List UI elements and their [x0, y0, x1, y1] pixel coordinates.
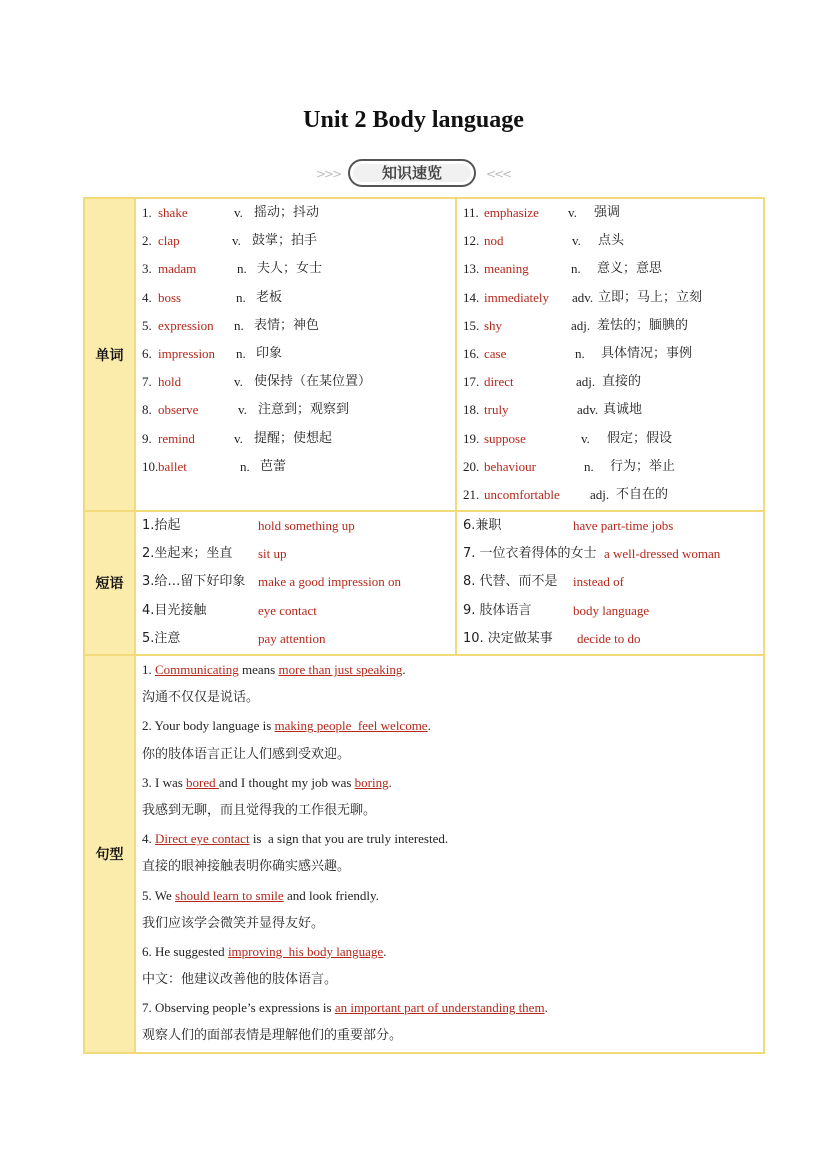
vocab-item [142, 284, 455, 312]
vocab-item [142, 255, 455, 283]
sentence-text: 5. We [142, 887, 176, 903]
vocab-item [142, 227, 455, 255]
vocab-meaning: 注意到；观察到 [258, 402, 350, 418]
sentence-translation: 我感到无聊，而且觉得我的工作很无聊。 [142, 802, 377, 818]
sentence-translation: 中文：他建议改善他的肢体语言。 [142, 972, 338, 988]
vocab-pos: n. [584, 458, 594, 474]
vocab-meaning: 真诚地 [603, 402, 643, 418]
sentence-text: is a sign that you are truly interested. [249, 831, 449, 847]
sentence-text: . [388, 774, 392, 790]
sentence-english [142, 825, 763, 853]
vocab-item [463, 368, 763, 396]
sentence-answer: Direct eye contact [155, 831, 250, 847]
phrase-item [142, 512, 455, 540]
vocab-meaning: 点头 [598, 233, 625, 249]
phrase-item [142, 597, 455, 625]
vocab-right-column [456, 198, 764, 511]
vocab-word: emphasize [484, 205, 539, 220]
phrase-item [463, 512, 763, 540]
vocab-number: 6. [142, 345, 152, 361]
vocab-number: 18. [463, 402, 480, 418]
vocab-word: meaning [484, 261, 529, 277]
vocab-number: 3. [142, 261, 152, 277]
vocab-pos: v. [234, 374, 243, 390]
phrase-left-column [135, 511, 456, 655]
phrase-english: sit up [258, 546, 287, 562]
vocab-item [142, 396, 455, 424]
vocab-pos: v. [572, 233, 581, 249]
knowledge-table [83, 197, 765, 1054]
vocab-pos: adv. [572, 289, 594, 305]
vocab-number: 20. [463, 458, 480, 474]
vocab-item [463, 199, 763, 227]
vocab-meaning: 假定；假设 [607, 430, 673, 446]
vocab-word: shake [158, 205, 188, 220]
vocab-pos: n. [237, 261, 247, 277]
vocab-number: 11. [463, 205, 479, 220]
vocab-item [463, 255, 763, 283]
vocab-number: 10. [142, 458, 159, 474]
sentence-translation: 你的肢体语言正让人们感到受欢迎。 [142, 746, 351, 762]
vocab-item [142, 312, 455, 340]
sentence-text: 4. [142, 831, 155, 847]
vocab-item [142, 199, 455, 227]
sentence-answer: bored [186, 774, 219, 790]
phrase-chinese: 8. 代替、而不是 [463, 574, 558, 590]
vocab-meaning: 芭蕾 [260, 458, 287, 474]
vocab-number: 19. [463, 430, 480, 446]
vocab-pos: n. [571, 261, 581, 277]
vocab-label: 单词 [84, 198, 135, 511]
sentence-text: . [383, 943, 387, 959]
banner-pill [348, 159, 476, 187]
phrase-chinese: 10. 决定做某事 [463, 630, 553, 646]
sentence-text: 2. Your body language is [142, 718, 275, 734]
sentence-text: . [402, 662, 406, 677]
vocab-meaning: 强调 [594, 205, 621, 220]
vocab-word: immediately [484, 289, 549, 305]
vocab-meaning: 表情；神色 [254, 317, 320, 333]
vocab-pos: v. [234, 205, 243, 220]
vocab-meaning: 夫人；女士 [257, 261, 323, 277]
vocab-word: truly [484, 402, 509, 418]
sentence-text: 6. He suggested [142, 943, 228, 959]
vocab-number: 9. [142, 430, 152, 446]
phrase-item [463, 597, 763, 625]
vocab-word: hold [158, 374, 182, 390]
sentence-translation: 沟通不仅仅是说话。 [142, 690, 260, 706]
left-arrows-icon: >>> [316, 167, 341, 181]
sentence-english [142, 712, 763, 740]
sentence-english [142, 994, 763, 1022]
vocab-item [142, 368, 455, 396]
phrase-item [142, 625, 455, 653]
phrase-chinese: 2.坐起来；坐直 [142, 546, 233, 562]
vocab-word: case [484, 345, 507, 361]
sentence-translation: 直接的眼神接触表明你确实感兴趣。 [142, 859, 351, 875]
phrase-chinese: 7. 一位衣着得体的女士 [463, 546, 597, 562]
sentence-text: and look friendly. [283, 887, 379, 903]
phrase-chinese: 6.兼职 [463, 518, 502, 533]
sentence-answer: making people feel welcome [274, 718, 428, 734]
vocab-number: 7. [142, 374, 152, 390]
sentence-text: . [427, 718, 431, 734]
vocab-left-column [135, 198, 456, 511]
vocab-word: madam [158, 261, 197, 277]
phrase-chinese: 5.注意 [142, 630, 181, 646]
vocab-pos: adv. [577, 402, 599, 418]
phrase-english: a well-dressed woman [604, 546, 721, 562]
sentence-english [142, 656, 763, 684]
phrase-item [463, 568, 763, 596]
vocab-word: shy [484, 317, 503, 333]
vocab-number: 12. [463, 233, 480, 249]
vocab-meaning: 羞怯的；腼腆的 [597, 317, 689, 333]
banner-label: 知识速览 [353, 164, 471, 182]
vocab-word: nod [484, 233, 504, 249]
vocab-item [463, 453, 763, 481]
vocab-meaning: 不自在的 [616, 486, 669, 502]
vocab-pos: n. [575, 345, 585, 361]
phrase-english: pay attention [258, 630, 326, 646]
section-banner [314, 157, 514, 193]
phrase-chinese: 9. 肢体语言 [463, 602, 532, 618]
sentence-text: and I thought my job was [218, 774, 355, 790]
vocab-item [142, 340, 455, 368]
vocab-pos: adj. [576, 374, 596, 390]
vocab-item [463, 312, 763, 340]
sentence-text: 7. Observing people’s expressions is [142, 1000, 335, 1016]
vocab-item [463, 227, 763, 255]
phrase-english: body language [573, 602, 650, 618]
sentence-english [142, 769, 763, 797]
vocab-pos: n. [236, 345, 246, 361]
vocab-word: observe [158, 402, 199, 418]
phrase-item [463, 625, 763, 653]
phrase-english: have part-time jobs [573, 518, 674, 533]
vocab-word: impression [158, 345, 216, 361]
vocab-item [142, 453, 455, 481]
vocab-item [463, 284, 763, 312]
vocab-meaning: 意义；意思 [597, 261, 663, 277]
sentence-answer: Communicating [155, 662, 239, 677]
vocab-item [463, 396, 763, 424]
vocab-word: uncomfortable [484, 486, 560, 502]
vocab-pos: n. [234, 317, 244, 333]
phrase-label: 短语 [84, 511, 135, 655]
phrase-right-column [456, 511, 764, 655]
sentence-answer: an important part of understanding them [334, 1000, 545, 1016]
phrase-item [142, 540, 455, 568]
vocab-number: 16. [463, 345, 480, 361]
vocab-word: clap [158, 233, 180, 249]
vocab-pos: v. [238, 402, 247, 418]
vocab-number: 8. [142, 402, 152, 418]
vocab-word: behaviour [484, 458, 536, 474]
phrase-chinese: 4.目光接触 [142, 602, 207, 618]
page-title: Unit 2 Body language [303, 107, 524, 133]
sentence-text: means [238, 662, 279, 677]
sentence-english [142, 938, 763, 966]
phrase-english: decide to do [577, 630, 641, 646]
vocab-word: expression [158, 317, 214, 333]
vocab-item [463, 481, 763, 509]
phrase-chinese: 3.给…留下好印象 [142, 574, 246, 590]
vocab-pos: n. [240, 458, 250, 474]
vocab-number: 2. [142, 233, 152, 249]
vocab-pos: v. [568, 205, 577, 220]
vocab-item [463, 425, 763, 453]
vocab-meaning: 具体情况；事例 [601, 345, 693, 361]
sentence-text: . [544, 1000, 548, 1016]
phrase-english: instead of [573, 574, 624, 590]
vocab-meaning: 提醒；使想起 [254, 430, 333, 446]
vocab-meaning: 摇动；抖动 [254, 205, 320, 220]
sentence-text: 3. I was [142, 774, 187, 790]
vocab-number: 1. [142, 205, 152, 220]
vocab-word: suppose [484, 430, 526, 446]
vocab-meaning: 印象 [256, 345, 283, 361]
sentence-column [135, 655, 764, 1053]
vocab-meaning: 使保持（在某位置） [254, 374, 372, 390]
vocab-meaning: 直接的 [602, 374, 642, 390]
phrase-item [142, 568, 455, 596]
vocab-number: 21. [463, 486, 480, 502]
vocab-number: 4. [142, 289, 152, 305]
vocab-pos: adj. [590, 486, 610, 502]
sentence-answer: more than just speaking [278, 662, 403, 677]
vocab-meaning: 老板 [256, 289, 283, 305]
right-arrows-icon: <<< [486, 167, 511, 181]
phrase-item [463, 540, 763, 568]
sentence-text: 1. [142, 662, 155, 677]
vocab-pos: v. [581, 430, 590, 446]
vocab-item [142, 425, 455, 453]
vocab-pos: v. [234, 430, 243, 446]
vocab-item [463, 340, 763, 368]
sentence-translation: 我们应该学会微笑并显得友好。 [142, 915, 325, 931]
phrase-english: eye contact [258, 602, 317, 618]
vocab-number: 5. [142, 317, 152, 333]
vocab-pos: n. [236, 289, 246, 305]
vocab-meaning: 立即；马上；立刻 [598, 289, 703, 305]
vocab-word: remind [158, 430, 195, 446]
phrase-english: make a good impression on [258, 574, 401, 590]
sentence-label: 句型 [84, 655, 135, 1053]
phrase-english: hold something up [258, 518, 355, 533]
phrase-chinese: 1.抬起 [142, 518, 181, 533]
sentence-answer: should learn to smile [175, 887, 284, 903]
vocab-number: 13. [463, 261, 480, 277]
vocab-number: 15. [463, 317, 480, 333]
vocab-meaning: 鼓掌；拍手 [252, 233, 318, 249]
vocab-pos: v. [232, 233, 241, 249]
vocab-number: 14. [463, 289, 480, 305]
vocab-pos: adj. [571, 317, 591, 333]
vocab-word: direct [484, 374, 514, 390]
vocab-meaning: 行为；举止 [610, 458, 676, 474]
vocab-word: boss [158, 289, 182, 305]
vocab-number: 17. [463, 374, 480, 390]
sentence-translation: 观察人们的面部表情是理解他们的重要部分。 [142, 1028, 403, 1044]
sentence-answer: boring [354, 774, 389, 790]
sentence-english [142, 882, 763, 910]
vocab-word: ballet [158, 458, 187, 474]
sentence-answer: improving his body language [227, 943, 384, 959]
